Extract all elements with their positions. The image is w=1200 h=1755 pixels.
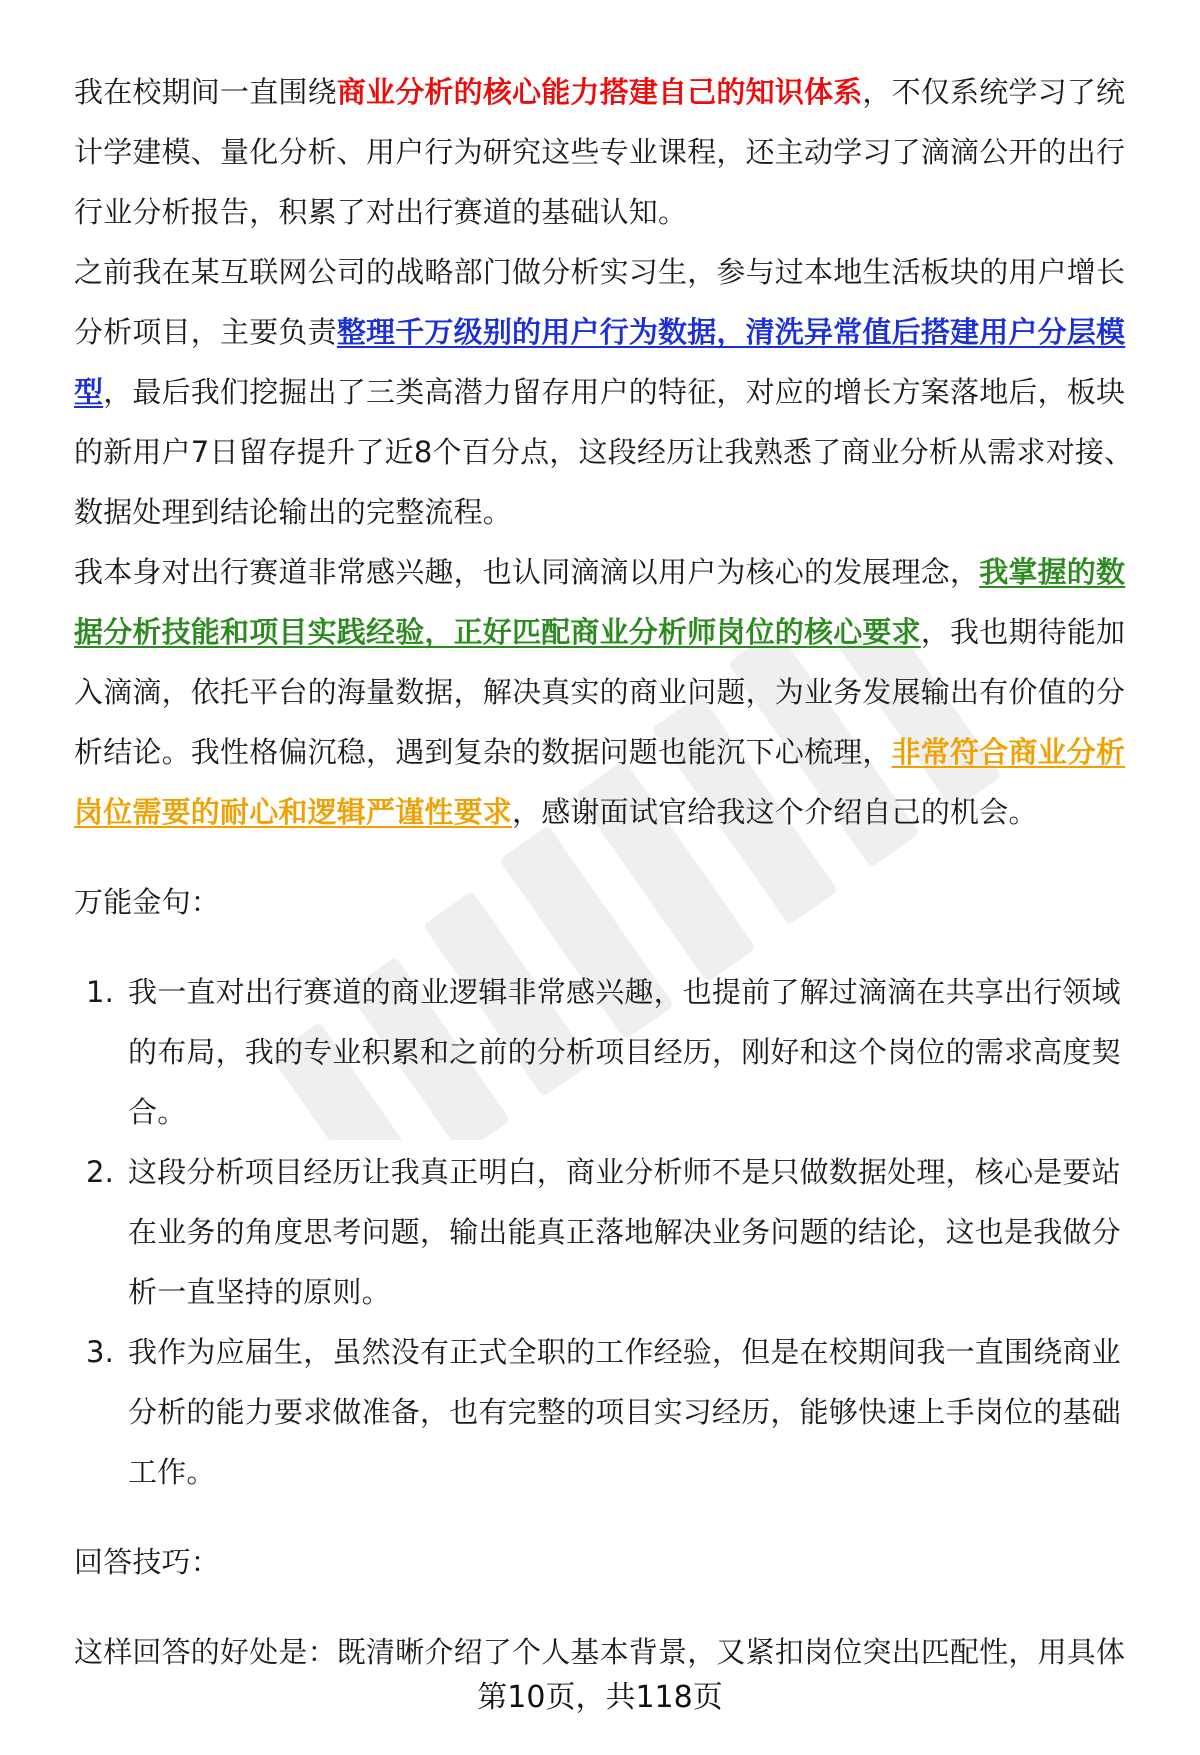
answer-tips-heading: 回答技巧： [74,1545,221,1579]
list-item-text: 我作为应届生，虽然没有正式全职的工作经验，但是在校期间我一直围绕商业分析的能力要求做准备，也有完整的项目实习经历，能够快速上手岗位的基础工作。 [128,1335,1121,1489]
list-item-text: 我一直对出行赛道的商业逻辑非常感兴趣，也提前了解过滴滴在共享出行领域的布局，我的专业积累和之前的分析项目经历，刚好和这个岗位的需求高度契合。 [128,975,1121,1129]
list-item-number: 3. [86,1335,115,1369]
paragraph-1-text-a: 我在校期间一直围绕 [74,75,337,109]
paragraph-3-text-a: 我本身对出行赛道非常感兴趣，也认同滴滴以用户为核心的发展理念， [74,555,980,589]
paragraph-3-text-b: ，我也期待能加入滴滴，依托平台的海量数据，解决真实的商业问题，为业务发展输出有价值的分析结论。我性格偏沉稳，遇到复杂的数据问题也能沉下心梳理， [74,615,1126,769]
answer-tips-text: 这样回答的好处是：既清晰介绍了个人基本背景，又紧扣岗位突出匹配性，用具体 [74,1635,1126,1669]
paragraph-2 [74,242,1144,542]
paragraph-2-text-a: 之前我在某互联网公司的战略部门做分析实习生，参与过本地生活板块的用户增长分析项目，主要负责 [74,255,1126,349]
list-item [74,1142,1144,1322]
highlight-red: 商业分析的核心能力搭建自己的知识体系 [336,75,863,109]
document-body [74,62,1144,1682]
paragraph-3-text-c: ，感谢面试官给我这个介绍自己的机会。 [512,795,1038,829]
golden-sentences-heading: 万能金句： [74,885,221,919]
list-item-text: 这段分析项目经历让我真正明白，商业分析师不是只做数据处理，核心是要站在业务的角度思考问题，输出能真正落地解决业务问题的结论，这也是我做分析一直坚持的原则。 [128,1155,1121,1309]
list-item-number: 2. [86,1155,115,1189]
page-footer: 第10页，共118页 [477,1680,723,1715]
paragraph-1-text-b: ，不仅系统学习了统计学建模、量化分析、用户行为研究这些专业课程，还主动学习了滴滴公开的出行行业分析报告，积累了对出行赛道的基础认知。 [74,75,1126,229]
list-item [74,962,1144,1142]
list-item [74,1322,1144,1502]
paragraph-1 [74,62,1144,242]
highlight-blue: 整理千万级别的用户行为数据，清洗异常值后搭建用户分层模型 [74,315,1126,409]
highlight-orange: 非常符合商业分析岗位需要的耐心和逻辑严谨性要求 [74,735,1126,829]
list-item-number: 1. [86,975,115,1009]
paragraph-2-text-b: ，最后我们挖掘出了三类高潜力留存用户的特征，对应的增长方案落地后，板块的新用户7日留存提升了近8个百分点，这段经历让我熟悉了商业分析从需求对接、数据处理到结论输出的完整流程。 [74,375,1134,529]
golden-sentences-list [74,962,1144,1502]
paragraph-3 [74,542,1144,842]
highlight-green: 我掌握的数据分析技能和项目实践经验，正好匹配商业分析师岗位的核心要求 [74,555,1126,649]
